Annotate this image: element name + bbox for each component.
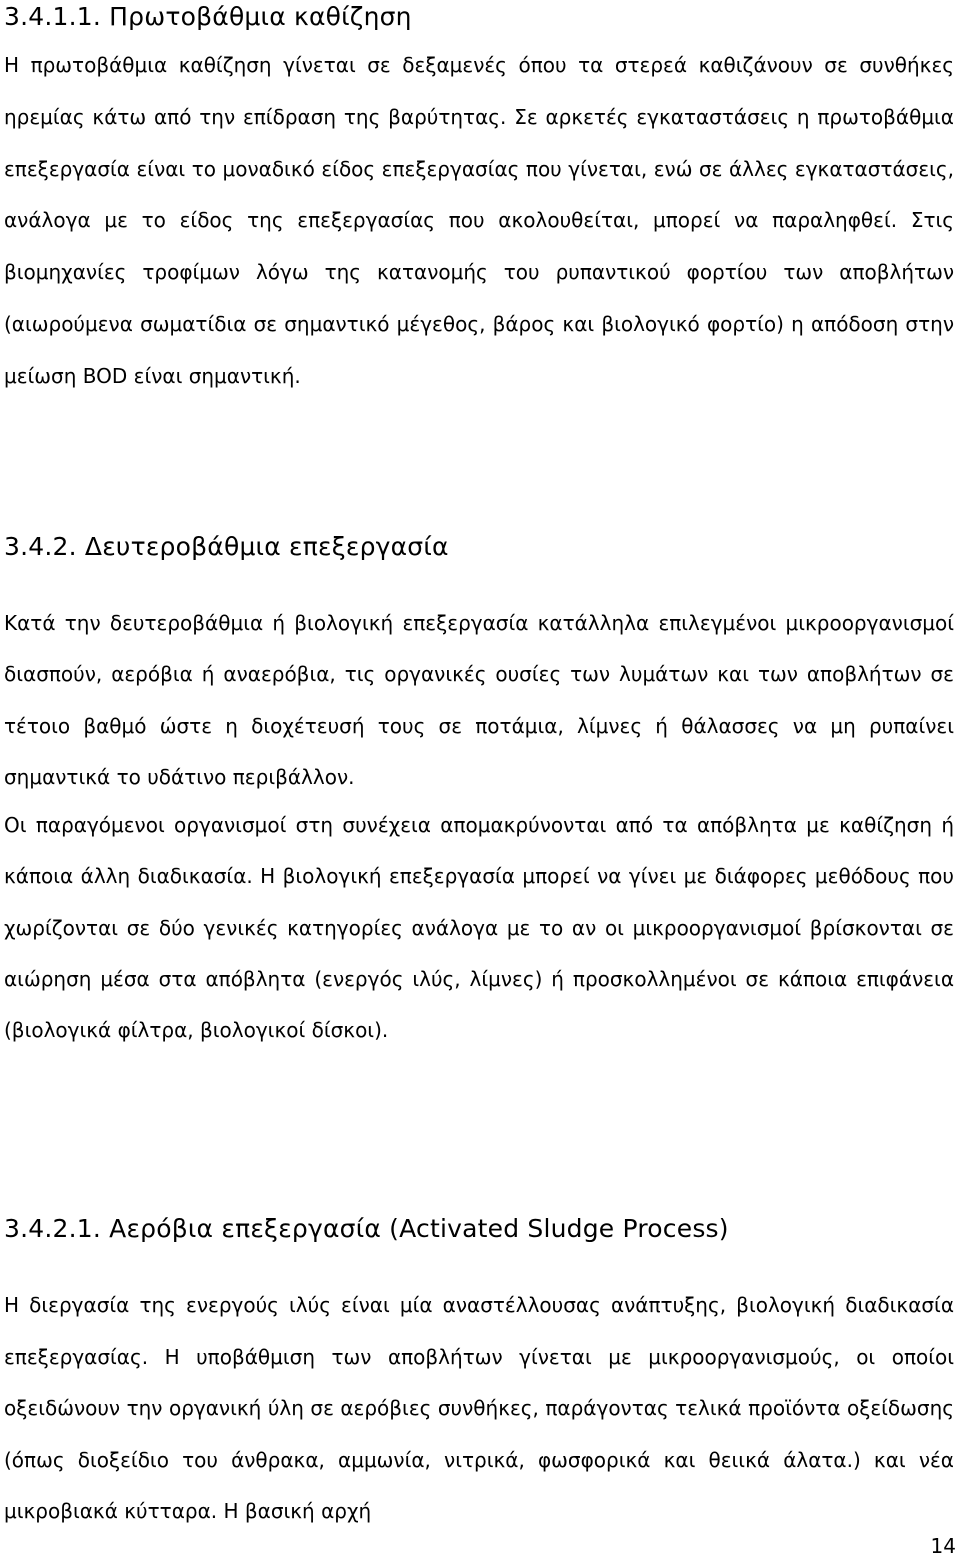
paragraph-activated-sludge: Η διεργασία της ενεργούς ιλύς είναι μία αναστέλλουσας ανάπτυξης, βιολογική διαδικασία επεξεργασίας. Η υποβάθμιση των αποβλήτων γίνεται με μικροοργανισμούς, οι οποίοι οξειδώνουν την οργανική ύλη σε αερόβιες συνθήκες, παράγοντας τελικά προϊόντα οξείδωσης (όπως διοξείδιο του άνθρακα, αμμωνία, νιτρικά, φωσφορικά και θειικά άλατα.) και νέα μικροβιακά κύτταρα. Η βασική αρχή [4,1293,954,1523]
section-heading-activated-sludge: 3.4.2.1. Αερόβια επεξεργασία (Activated Sludge Process) [4,1214,729,1243]
page-number: 14 [930,1534,956,1558]
section-heading-primary-sedimentation: 3.4.1.1. Πρωτοβάθμια καθίζηση [4,2,412,31]
paragraph-secondary-treatment-1: Κατά την δευτεροβάθμια ή βιολογική επεξεργασία κατάλληλα επιλεγμένοι μικροοργανισμοί διασπούν, αερόβια ή αναερόβια, τις οργανικές ουσίες των λυμάτων και των αποβλήτων σε τέτοιο βαθμό ώστε η διοχέτευσή τους σε ποτάμια, λίμνες ή θάλασσες να μη ρυπαίνει σημαντικά το υδάτινο περιβάλλον. [4,611,954,789]
paragraph-secondary-treatment-2: Οι παραγόμενοι οργανισμοί στη συνέχεια απομακρύνονται από τα απόβλητα με καθίζηση ή κάποια άλλη διαδικασία. Η βιολογική επεξεργασία μπορεί να γίνει με διάφορες μεθόδους που χωρίζονται σε δύο γενικές κατηγορίες ανάλογα με το αν οι μικροοργανισμοί βρίσκονται σε αιώρηση μέσα στα απόβλητα (ενεργός ιλύς, λίμνες) ή προσκολλημένοι σε κάποια επιφάνεια (βιολογικά φίλτρα, βιολογικοί δίσκοι). [4,813,954,1043]
paragraph-primary-sedimentation: Η πρωτοβάθμια καθίζηση γίνεται σε δεξαμενές όπου τα στερεά καθιζάνουν σε συνθήκες ηρεμίας κάτω από την επίδραση της βαρύτητας. Σε αρκετές εγκαταστάσεις η πρωτοβάθμια επεξεργασία είναι το μοναδικό είδος επεξεργασίας που γίνεται, ενώ σε άλλες εγκαταστάσεις, ανάλογα με το είδος της επεξεργασίας που ακολουθείται, μπορεί να παραληφθεί. Στις βιομηχανίες τροφίμων λόγω της κατανομής του ρυπαντικού φορτίου των αποβλήτων (αιωρούμενα σωματίδια σε σημαντικό μέγεθος, βάρος και βιολογικό φορτίο) η απόδοση στην μείωση BOD είναι σημαντική. [4,53,954,388]
section-heading-secondary-treatment: 3.4.2. Δευτεροβάθμια επεξεργασία [4,532,449,561]
